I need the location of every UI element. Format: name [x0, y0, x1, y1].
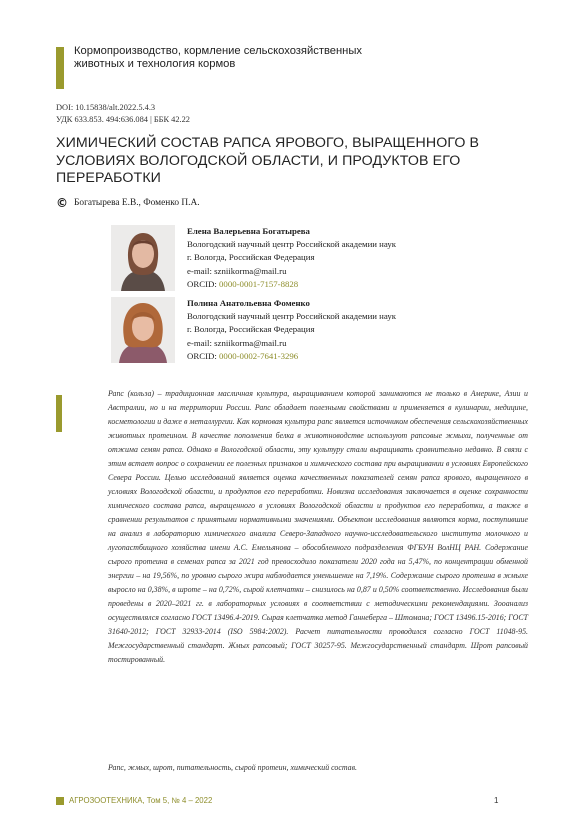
author-email[interactable]: e-mail: szniikorma@mail.ru: [187, 337, 287, 348]
author-city: г. Вологда, Российская Федерация: [187, 324, 315, 335]
orcid-label: ORCID:: [187, 350, 217, 361]
section-accent-bar: [56, 47, 64, 89]
page-number: 1: [494, 796, 499, 805]
footer: [56, 796, 212, 805]
author-organization: Вологодский научный центр Российской академии наук: [187, 311, 397, 322]
section-title: Кормопроизводство, кормление сельскохозяйственных животных и технология кормов: [74, 45, 362, 71]
authors-list: Богатырева Е.В., Фоменко П.А.: [74, 198, 200, 208]
orcid-label: ORCID:: [187, 278, 217, 289]
udk-bbk: УДК 633.853. 494:636.084 | ББК 42.22: [56, 114, 190, 124]
author-organization: Вологодский научный центр Российской академии наук: [187, 239, 397, 250]
author-city: г. Вологда, Российская Федерация: [187, 252, 315, 263]
author-name: Полина Анатольевна Фоменко: [187, 298, 310, 308]
authors-line: [56, 197, 200, 209]
author-photo: [111, 297, 175, 363]
author-orcid: [187, 278, 396, 291]
abstract-text: Рапс (кольза) – традиционная масличная культура, выращиванием которой занимаются не только в Америке, Азии и Австралии, но и на территории России. Рапс обладает полезными свойствами и применяется в кулинарии, медицине, косметологии и даже в металлургии. Как кормовая культура рапс является источником обеспечения сельскохозяйственных животных протеином. В качестве пополнения белка в животноводстве используют рапсовые жмыхи, полученные от отжима семян рапса. Однако в Вологодской области, эту культуру стали выращивать сравнительно недавно. В связи с этим встает вопрос о сохранении ее полезных признаков и химического состава при выращивании в условиях Европейского Севера России. Целью исследований является оценка качественных показателей семян рапса ярового, выращенного в условиях Вологодской области, и продуктов его переработки. Новизна исследования заключается в оценке сохранности химического состава рапса, выращенного в условиях Вологодской области и продуктов его переработки, а также в сравнении результатов с принятыми нормативными значениями. Объектом исследования являются корма, поступившие на анализ в лабораторию химического анализа Северо-Западного научно-исследовательского института молочного и лугопастбищного хозяйства имени А.С. Емельянова – обособленного подразделения ФГБУН ВолНЦ РАН. Содержание сырого протеина в семенах рапса за 2021 год превосходило показатели 2020 года на 5,47%, по концентрации обменной энергии – на 19,56%, по уровню сырого жира наблюдается уменьшение на 7,19%. Содержание сырого протеина в жмыхе выросло на 0,38%, в шроте – на 0,72%, сырой клетчатки – снизилось на 0,87 и 0,50% соответственно. Исследования были проведены в 2020–2021 гг. в лабораторных условиях в соответствии с методическими рекомендациями. Зооанализ осуществлялся согласно ГОСТ 13496.4-2019. Сырая клетчатка метод Ганнеберга – Штомана; ГОСТ 13496.15-2016; ГОСТ 31640-2012; ГОСТ 32933-2014 (ISO 5984:2002). Расчет питательности проводился согласно ГОСТ 11048-95. Межгосударственный стандарт. Жмых рапсовый; ГОСТ 30257-95. Межгосударственный стандарт. Шрот рапсовый тостированный.: [108, 389, 528, 665]
orcid-link[interactable]: 0000-0001-7157-8828: [219, 278, 299, 289]
copyright-icon: ©: [56, 196, 68, 210]
article-meta: [56, 102, 190, 125]
orcid-link[interactable]: 0000-0002-7641-3296: [219, 350, 299, 361]
journal-name: АГРОЗООТЕХНИКА, Том 5, № 4 – 2022: [69, 796, 213, 805]
doi[interactable]: DOI: 10.15838/alt.2022.5.4.3: [56, 103, 156, 112]
article-title: ХИМИЧЕСКИЙ СОСТАВ РАПСА ЯРОВОГО, ВЫРАЩЕННОГО В УСЛОВИЯХ ВОЛОГОДСКОЙ ОБЛАСТИ, И ПРОДУКТОВ ЕГО ПЕРЕРАБОТКИ: [56, 135, 480, 186]
author-info: [187, 297, 396, 363]
footer-square-icon: [56, 797, 64, 805]
author-email[interactable]: e-mail: szniikorma@mail.ru: [187, 265, 287, 276]
author-orcid: [187, 350, 396, 363]
author-info: [187, 225, 396, 291]
abstract-accent-bar: [56, 395, 62, 432]
author-photo: [111, 225, 175, 291]
author-name: Елена Валерьевна Богатырева: [187, 226, 310, 236]
keywords: Рапс, жмых, шрот, питательность, сырой протеин, химический состав.: [108, 763, 358, 772]
